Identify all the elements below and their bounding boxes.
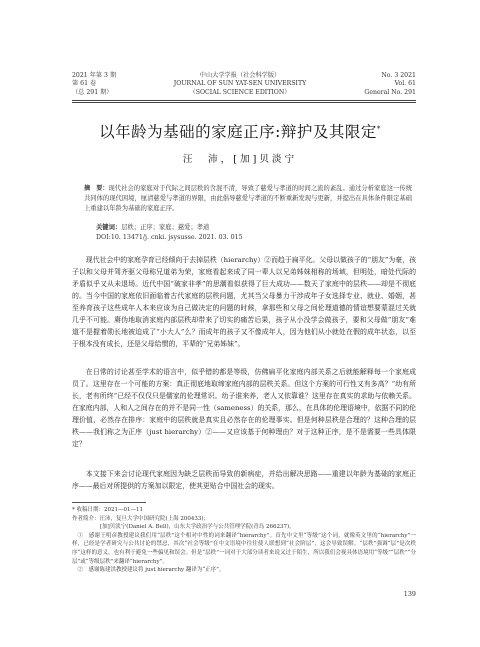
header-rule xyxy=(72,100,416,101)
abstract-text: 现代社会的家庭对于代际之间层秩的含混不清，导致了慈爱与孝道的时间之流的紊乱。通过分析家庭这一传统共同体的现代困境，厘清慈爱与孝道的界限，由此倡导慈爱与孝道的不断重新发现与更新，并提出在具体条件限定基础上重建以年龄为基础的家庭正序。 xyxy=(84,185,413,213)
article-authors: 汪 沛，[加]贝淡宁 xyxy=(182,154,298,165)
footnote-1: ① 感谢王明彦教授建议我们用“层秩”这个相对中性的词来翻译“hierarchy”。首先中文里“等级”这个词，就像英文里的“hierarchy”一样，已经是学者研究与公共讨论的禁忌，其次“社会等级”在中文语境中往往使人联想到“社会阶层”，这会导致误解。“层秩”强调“层”是次秩序“这样的意义，也有利于避免一些偏见和误会。但是“层秩”一词对于大部分读者来说又过于陌生，所以我们会视具体语境用“等级”“层秩”“分层”或“等级层秩”来翻译“hierarchy”。 xyxy=(72,532,416,565)
footnote-rule xyxy=(72,502,146,503)
author-info-2: [加]贝淡宁(Daniel A. Bell)，山东大学政治学与公共管理学院(青岛 266237)。 xyxy=(100,524,295,531)
article-body-3 xyxy=(72,468,416,492)
header-general-no: General No. 291 xyxy=(364,88,416,96)
abstract xyxy=(84,184,412,215)
body-paragraph: 本文接下来会讨论现代家庭因为缺乏层秩而导致的新病症，并给出解决思路——重建以年龄为基础的家庭正序——最后对所提供的方案加以限定，使其更贴合中国社会的现实。 xyxy=(72,470,416,490)
author-info: 作者简介：汪沛，复旦大学中国研究院(上海 200433)； xyxy=(72,515,210,522)
keywords-label: 关键词： xyxy=(96,224,122,231)
doi: DOI:10. 13471/j. cnki. jsysusse. 2021. 03. 015 xyxy=(96,234,243,241)
page-number: 139 xyxy=(403,590,416,598)
body-paragraph: 在日常的讨论甚至学术的语言中，似乎错的都是等级，仿佛扁平化家庭内部关系之后就能解释每一个家庭成员了。这里存在一个可能的方案：真正彻底地取缔家庭内部的层秩关系。但这个方案的可行性又有多高？“幼有所长，老有所终”已经不仅仅只是儒家的伦理常识。幼子谁来养，老人又依靠谁？这里存在真实的求助与依赖关系。在家庭内部，人和人之间存在的并不是同一性（sameness）的关系，那么，在具体的伦理语境中，依据不同的伦理价值，必然存在排序：家庭中的层秩就是真实且必然存在的伦理事实。但是何种层秩是合理的？这种合理的层秩——我们称之为正序（just hierarchy）②——又应该基于何种理由？对于这种正序，是不是需要一些具体限定？ xyxy=(72,368,416,448)
header-volume: 第 61 卷 xyxy=(72,80,97,88)
article-body xyxy=(72,254,416,350)
abstract-label: 摘 要： xyxy=(84,185,109,192)
article-body-2 xyxy=(72,366,416,450)
received-date: * 收稿日期：2021—01—11 xyxy=(72,507,143,513)
footnotes xyxy=(72,506,416,575)
journal-name-en: JOURNAL OF SUN YAT-SEN UNIVERSITY xyxy=(173,80,307,88)
article-title: 以年龄为基础的家庭正序:辩护及其限定* xyxy=(99,123,381,141)
header-rule-secondary xyxy=(72,102,416,103)
header-no: No. 3 2021 xyxy=(381,72,416,79)
keywords-text: 层秩；正序；家庭；慈爱；孝道 xyxy=(121,224,210,231)
body-paragraph: 现代社会中的家庭孕育已经倾向于去掉层秩（hierarchy）②而趋于扁平化。父母以做孩子的“朋友”为豪，孩子以和父母并驾齐驱父母称兄道弟为荣，家庭看起来成了同一辈人以兄弟姊妹相称的场域，但明处，暗处代际的矛盾似乎又从未退场。近代中国“破家非孝”的思潮看似获得了巨大成功——数天了家庭中的层秩——却是不彻底的。当今中国的家庭依旧面临着古代家庭的层秩问题，尤其当父母暴力干涉成年子女选择专业、就业、婚姻，甚至养育孩子这些成年人本来应该为自己做决定的问题的时候，拿那些和父母之间伦理道德的情谊想要蒙混过关就几乎不可能。赓伪地取消家庭内部层秩却带来了切实的痛苦后果，孩子从小没学会做孩子，要和父母做“朋友”难道不是握着勋长地被迫成了“小大人”么？而成年的孩子又不像成年人，因为他们从小就处在假的成年状态，以至于根本没有成长，还是父母给惯的，平辈的“兄弟姊妹”。 xyxy=(72,256,416,348)
header-issue-info-en xyxy=(364,72,416,97)
keywords xyxy=(96,223,209,233)
footnote-2: ② 感谢陈建洪教授建议将 just hierarchy 翻译为“正序”。 xyxy=(77,567,225,574)
title-footnote-mark: * xyxy=(376,124,381,133)
header-total-issue: （总 291 期） xyxy=(72,88,113,96)
header-vol: Vol. 61 xyxy=(394,80,416,88)
journal-edition-en: （SOCIAL SCIENCE EDITION） xyxy=(189,88,291,96)
journal-name-cn: 中山大学学报（社会科学版） xyxy=(199,72,281,79)
header-year-issue: 2021 年第 3 期 xyxy=(72,72,117,79)
